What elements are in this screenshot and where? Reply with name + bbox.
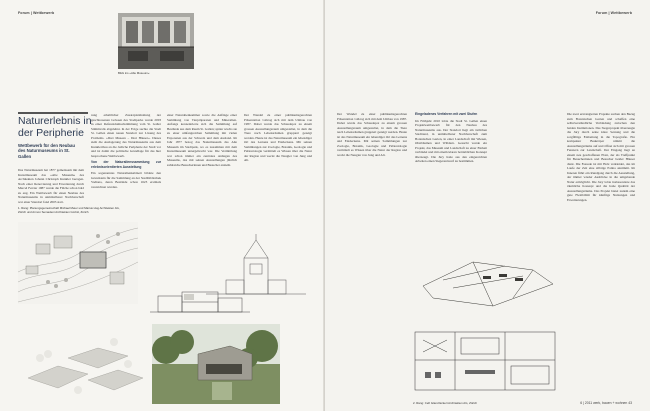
rendering-image (152, 324, 280, 404)
perspective-drawing (413, 240, 561, 312)
figure-caption-1: 1. Rang: Planungsgemeinschaft Michael Meier und Marius Hug Architekten AG, Zürich und Armon Semadeni Architekten GmbH, Zürich (18, 206, 120, 214)
title-line-2: der Peripherie (18, 126, 84, 139)
right-page (325, 0, 650, 411)
paragraph: Im Frühjahr 2010 lobte die Stadt St. Gallen einen Projektwettbewerb für den Neubau des Naturmuseums aus. Der Standort liegt am östlichen Stadtrand, in unmittelbarer Nachbarschaft zum Botanischen Garten, in einer Landschaft mit Wiesen, Obstbäumen und Wäldern. Gesucht wurde ein Projekt, das Museum und Landschaft zu einer Einheit verbindet und mit einem klaren betrieblichen Konzept überzeugt. Die Jury hatte aus den eingereichten Arbeiten einen Siegerentwurf zu bestimmen. (415, 118, 487, 163)
section-drawing (150, 288, 250, 318)
title-rule (18, 112, 88, 114)
figure-caption-2: 2. Rang: Ceft Island Eckert Architekten AG, Zürich (413, 401, 478, 405)
subheading: Von der Naturalienssammlung zur erlebnisorientierten Ausstellung (91, 160, 161, 169)
paragraph: Die zwei erstrangierten Projekte suchen den Bezug zum Botanischen Garten und schaffen eine selbstverständliche Verbindung zwischen den beiden Institutionen. Das Siegerprojekt überzeugte die Jury durch seine klare Setzung und die sorgfältige Einbettung in die Topografie. Ein kompakter Baukörper nimmt die Ausstellungsräume auf und öffnet sich mit grossen Fenstern zur Landschaft. Der Eingang liegt an einem neu geschaffenen Platz, der als Treffpunkt für Besucherinnen und Besucher beider Häuser dient. Die Fassade ist mit Holz verkleidet, das im Laufe der Zeit eine silbrige Patina annimmt. Im Inneren führt ein Rundgang durch die Ausstellung, der immer wieder Ausblicke in die umgebende Natur ermöglicht. Die Jury lobte insbesondere das räumliche Konzept und die hohe Qualität der Ausstellungsräume. Das Projekt bietet zudem eine gute Flexibilität für künftige Nutzungen und Erweiterungen. (567, 112, 635, 202)
text-column-2 (91, 113, 161, 206)
text-column-7 (567, 112, 635, 398)
subheading: Eingeladenes Verfahren mit zwei Stufen (415, 112, 478, 116)
page-header: Forum | Wettbewerb (18, 11, 55, 15)
text-column-4 (244, 113, 312, 206)
floor-plan-drawing (405, 322, 565, 400)
folio: 6 | 2011 werk, bauen + wohnen 43 (580, 401, 632, 405)
paragraph: rung erhaltlicher Zusatzplatzhaltung der geschlossenen Grössen des Stadtparks wurde 2003 in einer Referendumsabstimmung vom St. Galler Stimmvolk abgelehnt. In der Folge suchte die Stadt St. Gallen einen neuen Standort zur Lösung des Problems. »Drei Museen – Drei Häuser«. Dieses sieht die Auslagerung des Naturmuseums aus dem Kunkleribau an die östliche Peripherie der Stadt vor und ist damit die politische Grundlage für das hier besprochene Wettbewerb. (91, 113, 161, 158)
text-column-1 (18, 168, 84, 206)
paragraph: Der Wandel zu einer publikumsgerechten Präsentation vollzog sich mit dem Umbau von 1987. Dabei wurde das Schaudepot zu einem grossen Ausstellungsraum umgestaltet, in dem die Tiere nach Lebensräumen gruppiert gezeigt werden. Heute ist das Naturmuseum ein lebendiger Ort des Lernens und Entdeckens. Mit seinen Sammlungen zur Zoologie, Botanik, Geologie und Paläontologie vermittelt es Wissen über die Natur der Region und weckt die Neugier von Jung und Alt. (244, 113, 312, 162)
article-title (18, 116, 92, 139)
paragraph: Der Wandel zu einer publikumsgerechten Präsentation vollzog sich mit dem Umbau von 1987. Dabei wurde das Schaudepot zu einem grossen Ausstellungsraum umgestaltet, in dem die Tiere nach Lebensräumen gruppiert gezeigt werden. Heute ist das Naturmuseum ein lebendiger Ort des Lernens und Entdeckens. Mit seinen Sammlungen zur Zoologie, Botanik, Geologie und Paläontologie vermittelt es Wissen über die Natur der Region und weckt die Neugier von Jung und Alt. (337, 112, 407, 157)
article-lead: Wettbewerb für den Neubau des Naturmuseums in St. Gallen (18, 143, 75, 159)
model-photo (18, 328, 148, 400)
text-column-5 (337, 112, 407, 212)
paragraph: Ein sogenanntes Naturalienkabinett bildete den Grundstein für die Sammlung an der Stadtbibliothek Vadiana, deren Bestände schon 1623 erstmals verzeichnet wurden. (91, 171, 161, 189)
title-line-1: Naturerlebnis in (18, 115, 92, 127)
text-column-6 (415, 112, 487, 212)
photo-caption: Blick ins »Alte Museum« (118, 71, 150, 75)
paragraph: Das Naturmuseum hat 1877 gemeinsam mit dem Kunstmuseum das »Alte Museum« des Architekten Johann Christoph Kunkler bezogen. Nach einer Renovierung und Erweiterung durch Marcel Ferrier 1987 wurde die Fläche schon bald zu eng. Ein Wettbewerb für einen Neubau des Naturmuseums in unmittelbarer Nachbarschaft war einer Standort fand 2003 statt. (18, 168, 84, 204)
text-column-3 (167, 113, 237, 206)
page-header: Forum | Wettbewerb (595, 11, 632, 15)
museum-interior-photo (118, 13, 194, 69)
site-plan-drawing (18, 222, 138, 304)
paragraph: einer Naturalienkammer sowie die Anfänge einer Sammlung von Tierpräparaten und Mineralien. Anfangs konzentrierte sich die Sammlung auf Bestände aus dem Raum St. Gallen; später wuchs sie zu einer umfangreichen Sammlung mit vielen Exponaten aus der Schweiz und dem Ausland. Im Jahr 1877 bezog das Naturmuseum das Alte Museum im Stadtpark, wo es zusammen mit dem Kunstmuseum untergebracht war. Die Vermittlung war schon immer ein zentrales Anliegen des Museums, das mit seinen Ausstellungen jährlich zahlreiche Besucherinnen und Besucher anzieht. (167, 113, 237, 167)
